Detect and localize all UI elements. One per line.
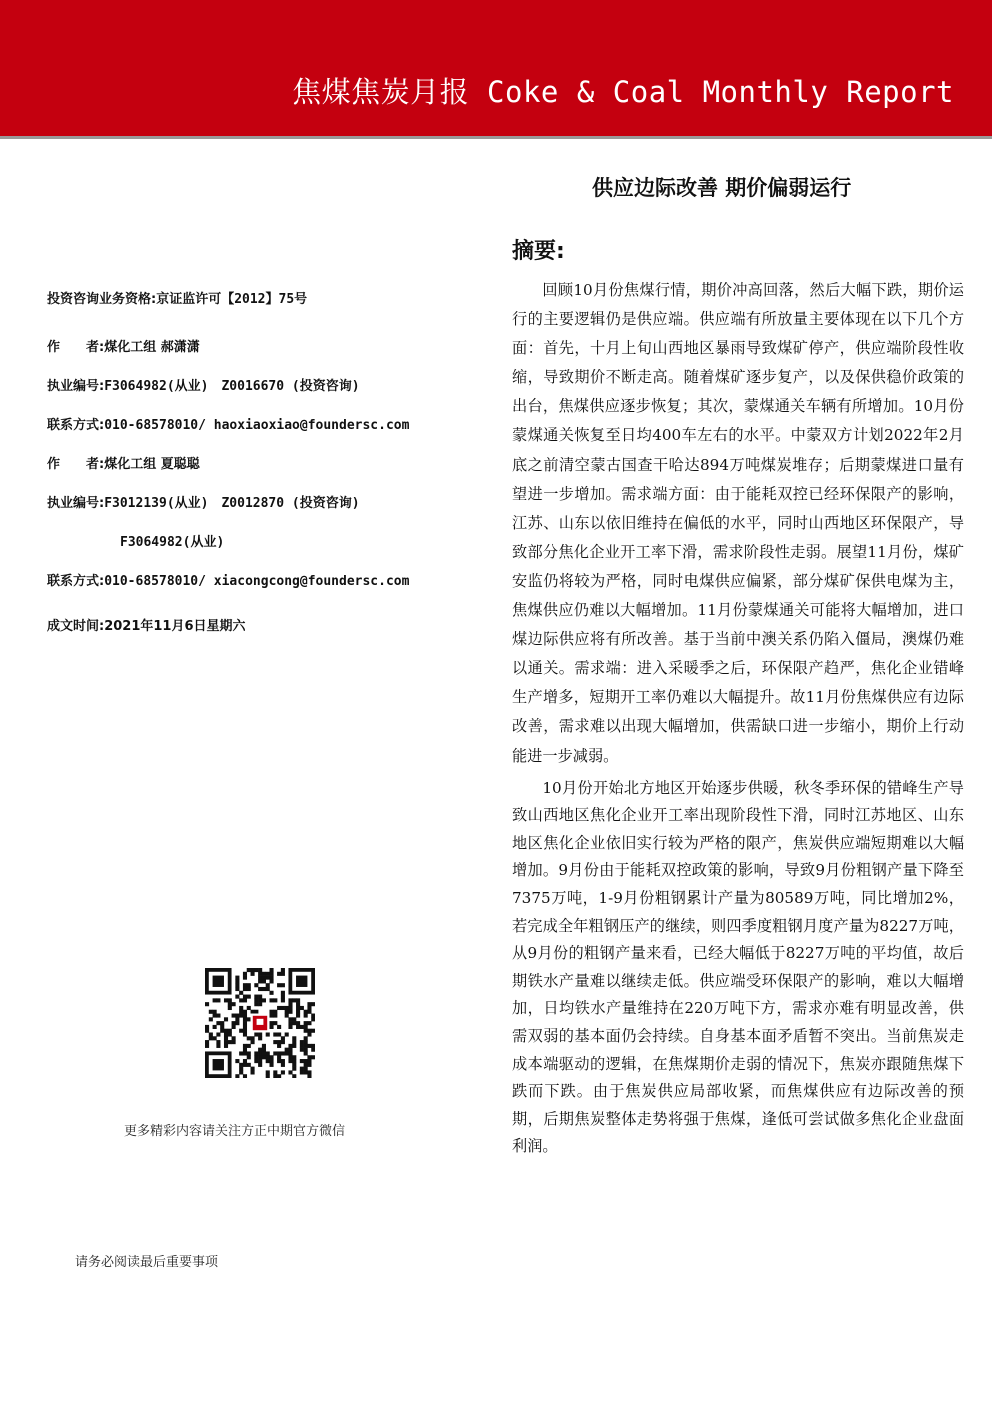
date-row: 成文时间:2021年11月6日星期六 — [47, 619, 246, 634]
contact-row-1: 联系方式:010-68578010/ haoxiaoxiao@foundersc.com — [47, 418, 410, 433]
report-title: 焦煤焦炭月报 Coke & Coal Monthly Report — [292, 75, 954, 109]
summary-label: 摘要: — [512, 239, 565, 264]
license-row-1: 执业编号:F3064982(从业) Z0016670 (投资咨询) — [47, 379, 360, 394]
summary-paragraph-2: 10月份开始北方地区开始逐步供暖，秋冬季环保的错峰生产导致山西地区焦化企业开工率出现阶段性下滑，同时江苏地区、山东地区焦化企业依旧实行较为严格的限产，焦炭供应端短期难以大幅增加。9月份由于能耗双控政策的影响，导致9月份粗钢产量下降至7375万吨，1-9月份粗钢累计产量为80589万吨，同比增加2%，若完成全年粗钢压产的继续，则四季度粗钢月度产量为8227万吨，从9月份的粗钢产量来看，已经大幅低于8227万吨的平均值，故后期铁水产量难以继续走低。供应端受环保限产的影响，难以大幅增加，日均铁水产量维持在220万吨下方，需求亦难有明显改善，供需双弱的基本面仍会持续。自身基本面矛盾暂不突出。当前焦炭走成本端驱动的逻辑，在焦煤期价走弱的情况下，焦炭亦跟随焦煤下跌而下跌。由于焦炭供应局部收紧，而焦煤供应有边际改善的预期，后期焦炭整体走势将强于焦煤，逢低可尝试做多焦化企业盘面利润。 — [512, 778, 964, 1156]
header-divider — [0, 136, 992, 139]
license-row-2: 执业编号:F3012139(从业) Z0012870 (投资咨询) — [47, 496, 360, 511]
wechat-qr-code — [205, 968, 315, 1078]
qr-code-icon — [205, 968, 315, 1078]
summary-paragraph-1: 回顾10月份焦煤行情，期价冲高回落，然后大幅下跌，期价运行的主要逻辑仍是供应端。供应端有所放量主要体现在以下几个方面：首先，十月上旬山西地区暴雨导致煤矿停产，供应端阶段性收缩，导致期价不断走高。随着煤矿逐步复产，以及保供稳价政策的出台，焦煤供应逐步恢复；其次，蒙煤通关车辆有所增加。10月份蒙煤通关恢复至日均400车左右的水平。中蒙双方计划2022年2月底之前清空蒙古国查干哈达894万吨煤炭堆存；后期蒙煤进口量有望进一步增加。需求端方面：由于能耗双控已经环保限产的影响，江苏、山东以依旧维持在偏低的水平，同时山西地区环保限产，导致部分焦化企业开工率下滑，需求阶段性走弱。展望11月份，煤矿安监仍将较为严格，同时电煤供应偏紧，部分煤矿保供电煤为主，焦煤供应仍难以大幅增加。11月份蒙煤通关可能将大幅增加，进口煤边际供应将有所改善。基于当前中澳关系仍陷入僵局，澳煤仍难以通关。需求端：进入采暖季之后，环保限产趋严，焦化企业错峰生产增多，短期开工率仍难以大幅提升。故11月份焦煤供应有边际改善，需求难以出现大幅增加，供需缺口进一步缩小，期价上行动能进一步减弱。 — [512, 281, 964, 765]
qr-caption: 更多精彩内容请关注方正中期官方微信 — [124, 1124, 346, 1139]
author-row-2: 作 者:煤化工组 夏聪聪 — [47, 457, 200, 472]
license-row-2-cont: F3064982(从业) — [120, 535, 225, 550]
author-row-1: 作 者:煤化工组 郝潇潇 — [47, 340, 200, 355]
contact-row-2: 联系方式:010-68578010/ xiacongcong@foundersc.com — [47, 574, 410, 589]
disclaimer-note: 请务必阅读最后重要事项 — [75, 1255, 219, 1270]
header-banner — [0, 0, 992, 136]
headline: 供应边际改善 期价偏弱运行 — [592, 176, 852, 200]
qualification-row: 投资咨询业务资格:京证监许可【2012】75号 — [47, 292, 308, 307]
summary-body — [512, 276, 964, 1161]
